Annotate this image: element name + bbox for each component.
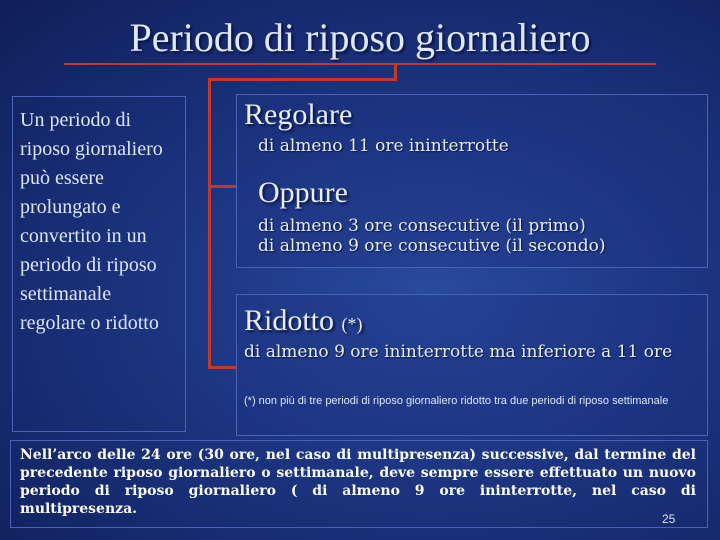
slide-title: Periodo di riposo giornaliero [129, 15, 591, 60]
title-underline [64, 63, 656, 65]
ridotto-note: (*) non più di tre periodi di riposo giornaliero ridotto tra due periodi di riposo settimanale [244, 395, 669, 407]
ridotto-heading-text: Ridotto [244, 304, 335, 337]
regolare-line: di almeno 11 ore ininterrotte [258, 136, 509, 156]
oppure-line-1: di almeno 3 ore consecutive (il primo) [258, 216, 586, 236]
ridotto-line: di almeno 9 ore ininterrotte ma inferiore a 11 ore [244, 342, 673, 362]
oppure-line-2: di almeno 9 ore consecutive (il secondo) [258, 236, 606, 256]
page-number: 25 [662, 512, 676, 526]
connector-vertical-left [208, 78, 211, 368]
connector-horizontal-top [208, 78, 397, 81]
oppure-heading: Oppure [258, 176, 348, 209]
bottom-paragraph: Nell’arco delle 24 ore (30 ore, nel caso di multipresenza) successive, dal termine del precedente riposo giornaliero o settimanale, deve sempre essere effettuato un nuovo periodo di riposo giornaliero ( di almeno 9 ore ininterrotte, nel caso di multipresenza. [20, 447, 696, 517]
left-description: Un periodo di riposo giornaliero può essere prolungato e convertito in un periodo di riposo settimanale regolare o ridotto [20, 109, 163, 334]
connector-to-regolare [208, 185, 236, 188]
regolare-heading: Regolare [244, 98, 353, 131]
connector-vertical-top [394, 65, 397, 79]
ridotto-heading [244, 304, 363, 338]
ridotto-marker: (*) [341, 314, 363, 334]
connector-to-ridotto [208, 366, 236, 369]
